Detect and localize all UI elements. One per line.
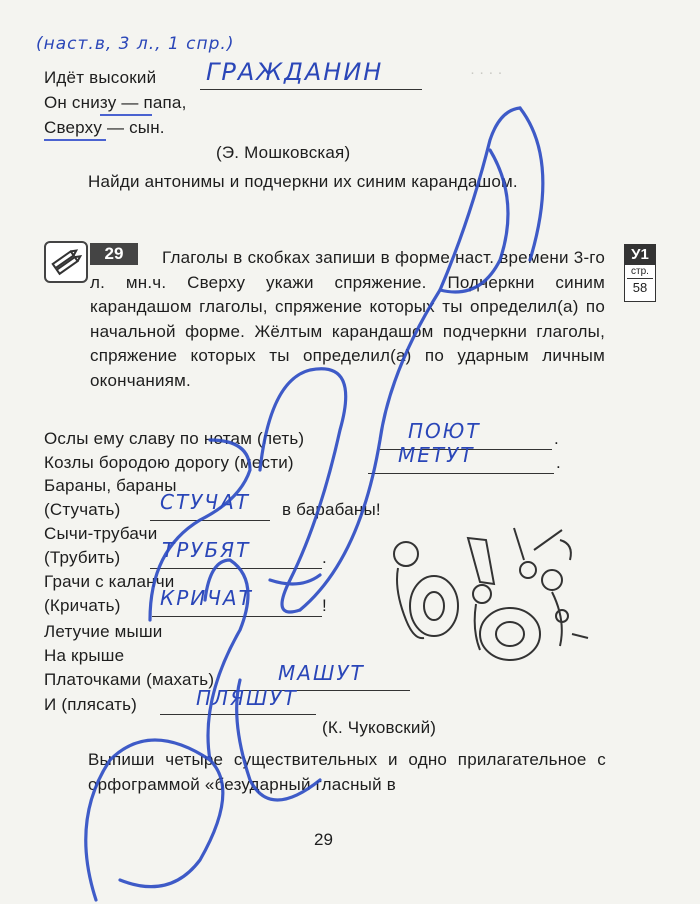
handwritten-answer: ГРАЖДАНИН bbox=[206, 58, 384, 86]
pencil-icon bbox=[44, 241, 88, 283]
poem1-line2: Он снизу — папа, bbox=[44, 93, 187, 112]
handwritten-note: (наст.в, 3 л., 1 спр.) bbox=[36, 34, 235, 54]
poem2-line4: (Стучать) bbox=[44, 500, 121, 519]
handwritten-answer: СТУЧАТ bbox=[160, 490, 250, 514]
side-tab-page: 58 bbox=[627, 278, 653, 296]
poem2-line2: Козлы бородою дорогу (мести) bbox=[44, 453, 294, 472]
answer-line bbox=[150, 520, 270, 521]
poem2-line3: Бараны, бараны bbox=[44, 476, 177, 495]
answer-line bbox=[152, 616, 322, 617]
exclamation: ! bbox=[322, 596, 327, 615]
answer-line bbox=[150, 568, 322, 569]
poem2-line10: На крыше bbox=[44, 646, 125, 665]
poem1-author: (Э. Мошковская) bbox=[216, 143, 351, 162]
handwritten-answer: МАШУТ bbox=[278, 661, 365, 685]
period: . bbox=[556, 453, 561, 472]
poem2-line7: Грачи с каланчи bbox=[44, 572, 175, 591]
answer-line bbox=[160, 714, 316, 715]
poem2-line12: И (плясать) bbox=[44, 695, 138, 714]
side-tab-label: стр. bbox=[631, 266, 649, 277]
poem2-line6: (Трубить) bbox=[44, 548, 121, 567]
poem2-line5: Сычи-трубачи bbox=[44, 524, 158, 543]
next-task: Выпиши четыре существительных и одно прилагательное с орфограммой «безударный гласный в bbox=[88, 750, 606, 794]
answer-line bbox=[200, 89, 422, 90]
period: . bbox=[554, 429, 559, 448]
blue-underline bbox=[44, 139, 106, 141]
poem1-line3: Сверху — сын. bbox=[44, 118, 165, 137]
antonyms-task: Найди антонимы и подчеркни их синим карандашом. bbox=[88, 172, 518, 191]
exercise-instruction: Глаголы в скобках запиши в форме наст. времени 3-го л. мн.ч. Сверху укажи спряжение. Подчеркни синим карандашом глаголы, спряжение которых ты определил(а) по начальной форме. Жёлтым карандашом подчеркни глаголы, спряжение которых ты определил(а) по ударным личным окончаниям. bbox=[90, 248, 605, 390]
answer-line bbox=[368, 473, 554, 474]
handwritten-answer: ТРУБЯТ bbox=[162, 538, 251, 562]
poem2-line11: Платочками (махать) bbox=[44, 670, 215, 689]
poem2-line9: Летучие мыши bbox=[44, 622, 163, 641]
handwritten-answer: ПЛЯШУТ bbox=[196, 686, 298, 710]
poem2-line1: Ослы ему славу по нотам (петь) bbox=[44, 429, 305, 448]
poem1-line1: Идёт высокий bbox=[44, 68, 157, 87]
poem2-line4-end: в барабаны! bbox=[282, 500, 381, 519]
handwritten-answer: ПОЮТ bbox=[408, 419, 481, 443]
period: . bbox=[322, 548, 327, 567]
musicians-illustration bbox=[384, 520, 600, 672]
side-tab-letter: У1 bbox=[625, 245, 655, 265]
handwritten-answer: КРИЧАТ bbox=[160, 586, 253, 610]
exercise-number: 29 bbox=[90, 243, 138, 265]
page-number: 29 bbox=[314, 830, 333, 849]
poem2-author: (К. Чуковский) bbox=[322, 718, 437, 737]
handwritten-answer: МЕТУТ bbox=[398, 443, 475, 467]
bleed-through-text: · · · · bbox=[470, 64, 503, 81]
poem2-line8: (Кричать) bbox=[44, 596, 121, 615]
side-tab bbox=[624, 244, 656, 302]
